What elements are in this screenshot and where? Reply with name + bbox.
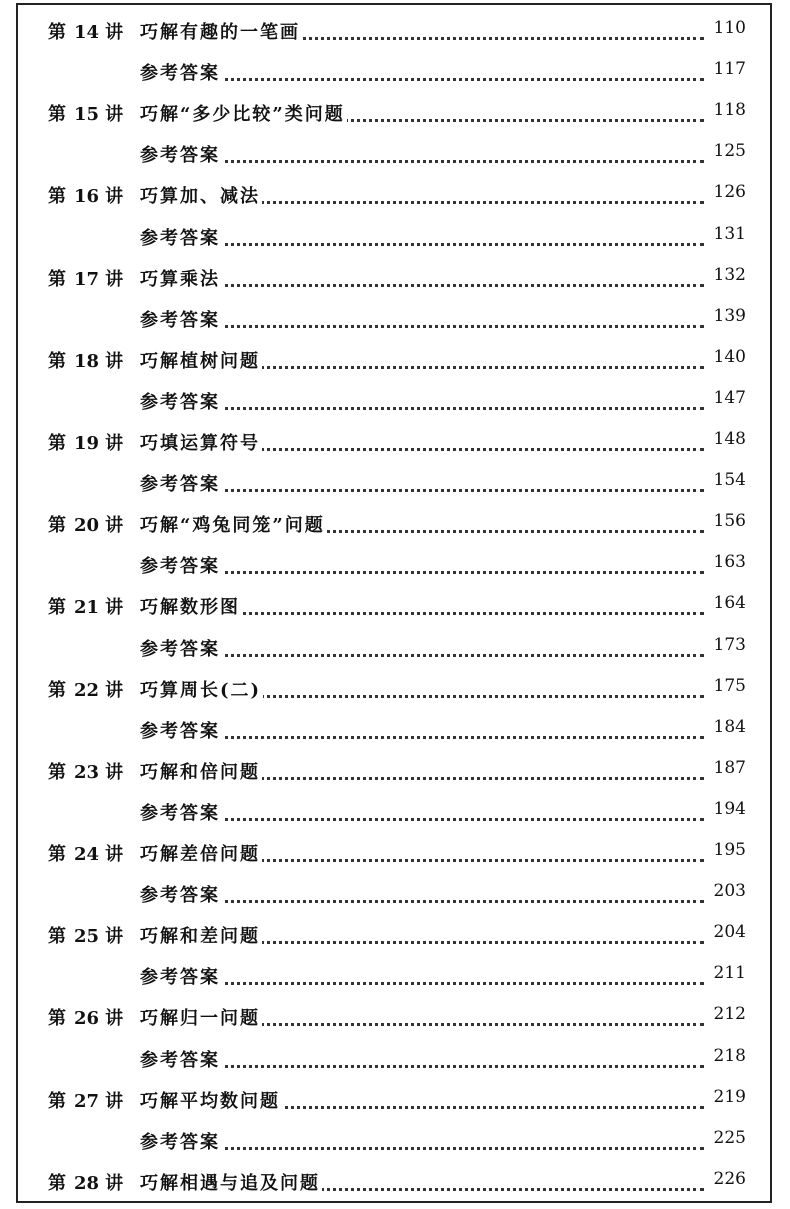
chapter-number: 26	[74, 1008, 100, 1030]
page-number: 154	[713, 470, 746, 491]
page-number: 173	[713, 634, 746, 655]
dot-leader	[140, 722, 704, 739]
chapter-prefix: 第	[48, 1090, 68, 1112]
entry-title: 参考答案	[140, 552, 222, 578]
entry-title: 参考答案	[140, 388, 222, 414]
toc-answer-row[interactable]	[18, 877, 770, 907]
toc-answer-row[interactable]	[18, 959, 770, 989]
chapter-label	[48, 347, 125, 373]
chapter-suffix: 讲	[105, 433, 126, 454]
dot-leader	[140, 475, 704, 492]
page-number: 164	[713, 593, 746, 614]
dot-leader	[140, 804, 704, 821]
page-number: 125	[713, 141, 746, 162]
chapter-prefix: 第	[48, 679, 68, 701]
page-number: 203	[713, 881, 746, 902]
entry-title: 参考答案	[140, 141, 222, 167]
toc-answer-row[interactable]	[18, 795, 770, 825]
chapter-number: 22	[74, 679, 100, 701]
chapter-suffix: 讲	[105, 1008, 126, 1030]
dot-leader	[140, 393, 704, 410]
toc-chapter-row[interactable]	[18, 672, 770, 702]
page-number: 219	[713, 1086, 746, 1107]
entry-title: 巧解“多少比较”类问题	[140, 100, 347, 126]
page-number: 156	[713, 511, 746, 532]
entry-title: 参考答案	[140, 635, 222, 661]
page-number: 187	[713, 757, 746, 778]
toc-answer-row[interactable]	[18, 1124, 770, 1154]
page-number: 226	[713, 1168, 746, 1189]
entry-title: 巧解植树问题	[140, 347, 262, 373]
toc-chapter-row[interactable]	[18, 754, 770, 784]
toc-chapter-row[interactable]	[18, 507, 770, 537]
page-number: 195	[713, 840, 746, 860]
chapter-prefix: 第	[48, 1008, 68, 1030]
toc-chapter-row[interactable]	[18, 589, 770, 619]
entry-title: 参考答案	[140, 1046, 222, 1072]
page-number: 126	[713, 182, 746, 203]
page-number: 225	[713, 1127, 746, 1148]
chapter-label	[48, 265, 125, 291]
toc-chapter-row[interactable]	[18, 96, 770, 126]
entry-title: 参考答案	[140, 224, 222, 250]
chapter-prefix: 第	[48, 515, 68, 537]
chapter-prefix: 第	[48, 433, 68, 454]
chapter-prefix: 第	[48, 597, 68, 619]
chapter-suffix: 讲	[105, 1090, 126, 1112]
page-number: 212	[713, 1004, 746, 1025]
page-number: 118	[713, 100, 746, 121]
page-number: 204	[713, 922, 746, 943]
dot-leader	[140, 557, 704, 574]
page-number: 163	[713, 552, 746, 573]
page-number: 211	[713, 963, 746, 984]
entry-title: 巧解和倍问题	[140, 758, 262, 784]
chapter-number: 21	[74, 597, 100, 619]
toc-chapter-row[interactable]	[18, 836, 770, 866]
chapter-number: 19	[74, 433, 100, 454]
chapter-number: 24	[74, 844, 100, 865]
entry-title: 巧解相遇与追及问题	[140, 1169, 322, 1195]
chapter-prefix: 第	[48, 761, 68, 783]
chapter-prefix: 第	[48, 926, 68, 948]
chapter-label	[48, 182, 125, 208]
entry-title: 巧解差倍问题	[140, 840, 262, 866]
entry-title: 参考答案	[140, 59, 222, 85]
page-number: 148	[713, 429, 746, 449]
page-number: 132	[713, 264, 746, 285]
chapter-suffix: 讲	[105, 844, 126, 865]
toc-chapter-row[interactable]	[18, 1083, 770, 1113]
chapter-number: 16	[74, 186, 100, 208]
chapter-number: 23	[74, 761, 100, 783]
dot-leader	[140, 1133, 704, 1150]
chapter-suffix: 讲	[105, 761, 126, 783]
chapter-number: 14	[74, 22, 100, 43]
dot-leader	[140, 1051, 704, 1068]
page-number: 140	[713, 346, 746, 367]
toc-answer-row[interactable]	[18, 384, 770, 414]
page-number: 175	[713, 675, 746, 696]
toc-answer-row[interactable]	[18, 55, 770, 85]
toc-answer-row[interactable]	[18, 631, 770, 661]
toc-chapter-row[interactable]	[18, 1000, 770, 1030]
entry-title: 参考答案	[140, 717, 222, 743]
chapter-label	[48, 758, 125, 784]
page-number: 110	[713, 18, 746, 38]
chapter-label	[48, 100, 125, 126]
chapter-prefix: 第	[48, 268, 68, 290]
page-number: 147	[713, 387, 746, 408]
chapter-suffix: 讲	[105, 186, 126, 208]
entry-title: 巧解有趣的一笔画	[140, 18, 302, 44]
toc-answer-row[interactable]	[18, 137, 770, 167]
dot-leader	[140, 886, 704, 903]
dot-leader	[140, 270, 704, 287]
chapter-number: 15	[74, 104, 100, 126]
toc-answer-row[interactable]	[18, 302, 770, 332]
chapter-label	[48, 1169, 125, 1195]
entry-title: 参考答案	[140, 470, 222, 496]
toc-chapter-row[interactable]	[18, 425, 770, 455]
page-number: 194	[713, 798, 746, 819]
chapter-number: 20	[74, 515, 100, 537]
toc-chapter-row[interactable]	[18, 343, 770, 373]
entry-title: 参考答案	[140, 963, 222, 989]
chapter-prefix: 第	[48, 1172, 68, 1194]
page-number: 184	[713, 716, 746, 737]
entry-title: 巧填运算符号	[140, 429, 262, 455]
entry-title: 参考答案	[140, 306, 222, 332]
chapter-suffix: 讲	[105, 104, 126, 126]
chapter-label	[48, 922, 125, 948]
chapter-prefix: 第	[48, 844, 68, 865]
chapter-label	[48, 1087, 125, 1113]
chapter-number: 18	[74, 350, 100, 372]
chapter-label	[48, 676, 125, 702]
entry-title: 巧算加、减法	[140, 182, 262, 208]
chapter-suffix: 讲	[105, 268, 126, 290]
entry-title: 巧解和差问题	[140, 922, 262, 948]
chapter-prefix: 第	[48, 104, 68, 126]
page-number: 218	[713, 1045, 746, 1066]
chapter-number: 25	[74, 926, 100, 948]
chapter-label	[48, 1004, 125, 1030]
chapter-prefix: 第	[48, 22, 68, 43]
entry-title: 巧算乘法	[140, 265, 222, 291]
entry-title: 巧解平均数问题	[140, 1087, 282, 1113]
dot-leader	[140, 968, 704, 985]
chapter-label	[48, 18, 125, 44]
entry-title: 参考答案	[140, 1128, 222, 1154]
entry-title: 参考答案	[140, 799, 222, 825]
page-number: 139	[713, 305, 746, 326]
entry-title: 巧解“鸡兔同笼”问题	[140, 511, 327, 537]
toc-answer-row[interactable]	[18, 220, 770, 250]
toc-chapter-row[interactable]	[18, 14, 770, 44]
toc-answer-row[interactable]	[18, 466, 770, 496]
entry-title: 参考答案	[140, 881, 222, 907]
toc-answer-row[interactable]	[18, 548, 770, 578]
chapter-suffix: 讲	[105, 22, 126, 43]
toc-chapter-row[interactable]	[18, 918, 770, 948]
chapter-label	[48, 429, 125, 455]
toc-chapter-row[interactable]	[18, 178, 770, 208]
chapter-label	[48, 593, 125, 619]
dot-leader	[140, 640, 704, 657]
entry-title: 巧解数形图	[140, 593, 242, 619]
toc-chapter-row[interactable]	[18, 261, 770, 291]
entry-title: 巧解归一问题	[140, 1004, 262, 1030]
dot-leader	[140, 311, 704, 328]
chapter-number: 27	[74, 1090, 100, 1112]
dot-leader	[140, 64, 704, 81]
chapter-label	[48, 511, 125, 537]
chapter-number: 17	[74, 268, 100, 290]
dot-leader	[140, 229, 704, 246]
toc-answer-row[interactable]	[18, 1042, 770, 1072]
chapter-suffix: 讲	[105, 679, 126, 701]
dot-leader	[140, 146, 704, 163]
toc-chapter-row[interactable]	[18, 1165, 770, 1195]
chapter-suffix: 讲	[105, 597, 126, 619]
chapter-prefix: 第	[48, 350, 68, 372]
chapter-suffix: 讲	[105, 350, 126, 372]
chapter-suffix: 讲	[105, 515, 126, 537]
chapter-number: 28	[74, 1172, 100, 1194]
chapter-suffix: 讲	[105, 926, 126, 948]
page-number: 131	[713, 223, 746, 244]
entry-title: 巧算周长(二)	[140, 676, 263, 702]
chapter-label	[48, 840, 125, 866]
chapter-prefix: 第	[48, 186, 68, 208]
page-number: 117	[713, 59, 746, 80]
toc-frame	[16, 3, 772, 1203]
chapter-suffix: 讲	[105, 1172, 126, 1194]
toc-answer-row[interactable]	[18, 713, 770, 743]
